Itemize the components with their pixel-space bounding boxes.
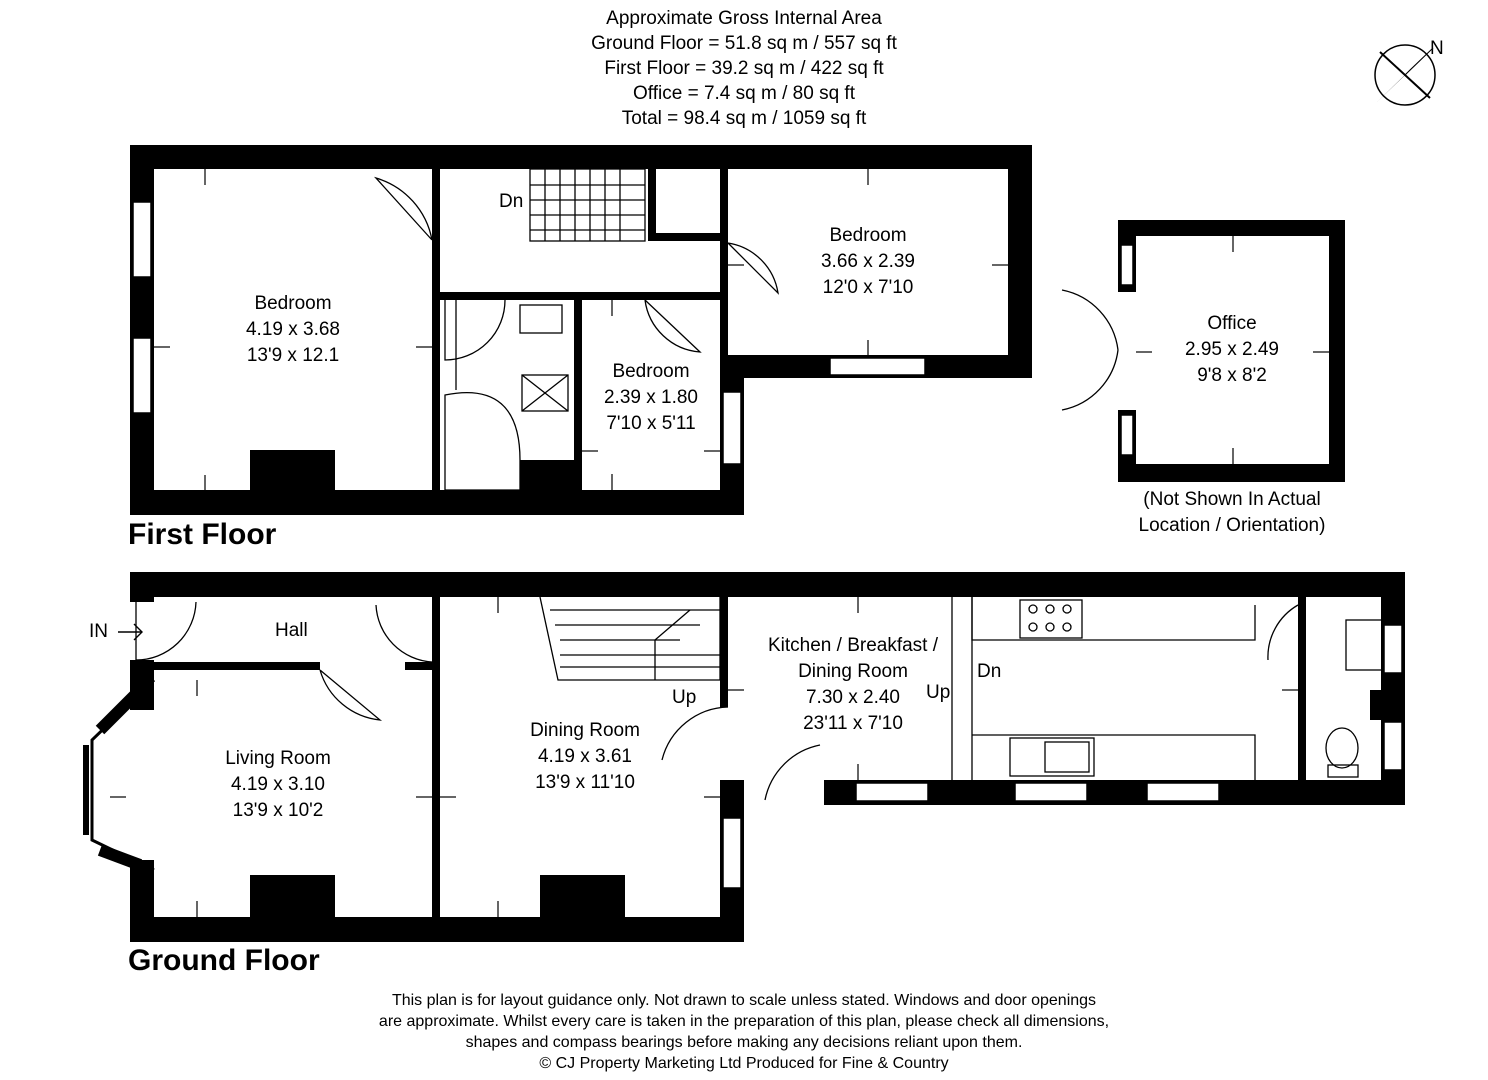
room-label-office (1152, 311, 1312, 389)
office-doors (1062, 290, 1118, 410)
office-wall-right (1329, 220, 1345, 482)
room-imperial: 7'10 x 5'11 (606, 413, 696, 434)
ff-wall-left (130, 145, 154, 515)
ff-door-bedroom1 (376, 178, 432, 240)
gf-chimney-1 (250, 875, 335, 917)
area-total: Total = 98.4 sq m / 1059 sq ft (621, 108, 867, 129)
room-metric: 3.66 x 2.39 (820, 251, 916, 272)
ff-bath (445, 393, 520, 490)
gf-window-kitchen-2 (1015, 783, 1087, 801)
room-label-dining-room (505, 718, 665, 796)
ff-chimney-2 (520, 460, 575, 490)
ff-door-bedroom3 (645, 300, 700, 352)
hall-label: Hall (275, 620, 308, 641)
gf-sink (1010, 738, 1094, 776)
gf-window-kitchen-1 (856, 783, 928, 801)
office-window-2 (1121, 415, 1133, 455)
gf-step-dn-label: Dn (977, 661, 1002, 682)
room-metric: 4.19 x 3.61 (537, 746, 633, 767)
office-note-line: (Not Shown In Actual (1143, 489, 1321, 510)
gf-door-wc (1268, 605, 1298, 660)
gf-chimney-2 (540, 875, 625, 917)
room-imperial: 9'8 x 8'2 (1197, 365, 1267, 386)
room-name: Office (1207, 313, 1257, 334)
room-name: Bedroom (829, 225, 907, 246)
gf-door-hall-living (376, 605, 432, 662)
room-imperial: 13'9 x 11'10 (535, 772, 635, 793)
gf-door-front (136, 602, 196, 660)
compass-north-label: N (1430, 38, 1444, 59)
room-name: Dining Room (798, 661, 908, 682)
gf-wall-wc (1298, 597, 1306, 780)
ff-door-bedroom2 (728, 243, 778, 293)
office-window-1 (1121, 245, 1133, 285)
gf-wall-left-top (130, 572, 154, 602)
ff-stairs-dn-label: Dn (499, 191, 524, 212)
room-name: Kitchen / Breakfast / (767, 635, 939, 656)
gf-window-dining (723, 818, 741, 888)
ff-basin (520, 305, 562, 333)
area-ground: Ground Floor = 51.8 sq m / 557 sq ft (591, 33, 897, 54)
gf-door-kitchen (662, 707, 728, 760)
room-name: Dining Room (530, 720, 640, 741)
room-metric: 2.39 x 1.80 (603, 387, 699, 408)
ff-window-bedroom2 (830, 358, 925, 375)
gf-window-wc-1 (1384, 625, 1402, 673)
ff-wall-partition-1 (432, 169, 440, 490)
gf-door-living (320, 670, 380, 720)
room-metric: 4.19 x 3.10 (230, 774, 326, 795)
ff-wall-top (130, 145, 1032, 169)
ff-door-bath (445, 300, 505, 360)
disclaimer-line: This plan is for layout guidance only. Not drawn to scale unless stated. Windows and door openings (391, 992, 1097, 1009)
ff-wall-cupboard (648, 169, 656, 241)
area-first: First Floor = 39.2 sq m / 422 sq ft (604, 58, 884, 79)
room-name: Bedroom (254, 293, 332, 314)
ff-window-left-1 (133, 202, 151, 277)
room-imperial: 23'11 x 7'10 (803, 713, 903, 734)
gf-window-kitchen-3 (1147, 783, 1219, 801)
room-metric: 2.95 x 2.49 (1184, 339, 1280, 360)
room-label-bedroom-1 (213, 291, 373, 369)
gf-door-kitchen-2 (765, 745, 820, 800)
gf-step-up-label: Up (926, 682, 951, 703)
area-heading: Approximate Gross Internal Area (606, 8, 882, 29)
disclaimer (0, 990, 1488, 1074)
gf-wc-basin (1346, 620, 1382, 670)
room-label-bedroom-3 (571, 359, 731, 437)
ff-wall-landing-bottom (440, 292, 720, 300)
gf-window-wc-2 (1384, 722, 1402, 770)
gf-stairs-up-label: Up (672, 687, 697, 708)
room-label-living-room (198, 746, 358, 824)
disclaimer-line: © CJ Property Marketing Ltd Produced for Fine & Country (539, 1055, 949, 1072)
gf-wall-living-dining (432, 597, 440, 917)
room-metric: 7.30 x 2.40 (805, 687, 901, 708)
disclaimer-line: shapes and compass bearings before making any decisions reliant upon them. (465, 1034, 1023, 1051)
ground-floor-title: Ground Floor (128, 944, 320, 977)
ff-window-left-2 (133, 338, 151, 413)
gf-wall-hall-bottom (130, 662, 320, 670)
room-imperial: 13'9 x 10'2 (232, 800, 324, 821)
entrance-label: IN (89, 621, 108, 642)
disclaimer-line: are approximate. Whilst every care is taken in the preparation of this plan, please check all dimensions, (378, 1013, 1110, 1030)
room-name: Bedroom (612, 361, 690, 382)
gf-wall-top (130, 572, 1405, 597)
area-summary (0, 6, 1488, 131)
gf-chimney-3 (1370, 690, 1405, 720)
gf-wall-dining-kitchen (720, 597, 728, 707)
room-label-bedroom-2 (788, 223, 948, 301)
ff-chimney-1 (250, 450, 335, 490)
office-note (1102, 487, 1362, 539)
ff-wall-bottom (130, 490, 744, 515)
room-imperial: 13'9 x 12.1 (246, 345, 340, 366)
office-wall-top (1118, 220, 1345, 236)
gf-toilet (1326, 728, 1358, 768)
first-floor-title: First Floor (128, 518, 277, 551)
room-metric: 4.19 x 3.68 (245, 319, 341, 340)
gf-wall-bottom (130, 917, 744, 942)
area-office: Office = 7.4 sq m / 80 sq ft (633, 83, 855, 104)
room-imperial: 12'0 x 7'10 (822, 277, 914, 298)
office-note-line: Location / Orientation) (1138, 515, 1326, 536)
ff-wall-right (1008, 145, 1032, 378)
office-wall-bottom (1118, 464, 1345, 482)
room-name: Living Room (225, 748, 331, 769)
